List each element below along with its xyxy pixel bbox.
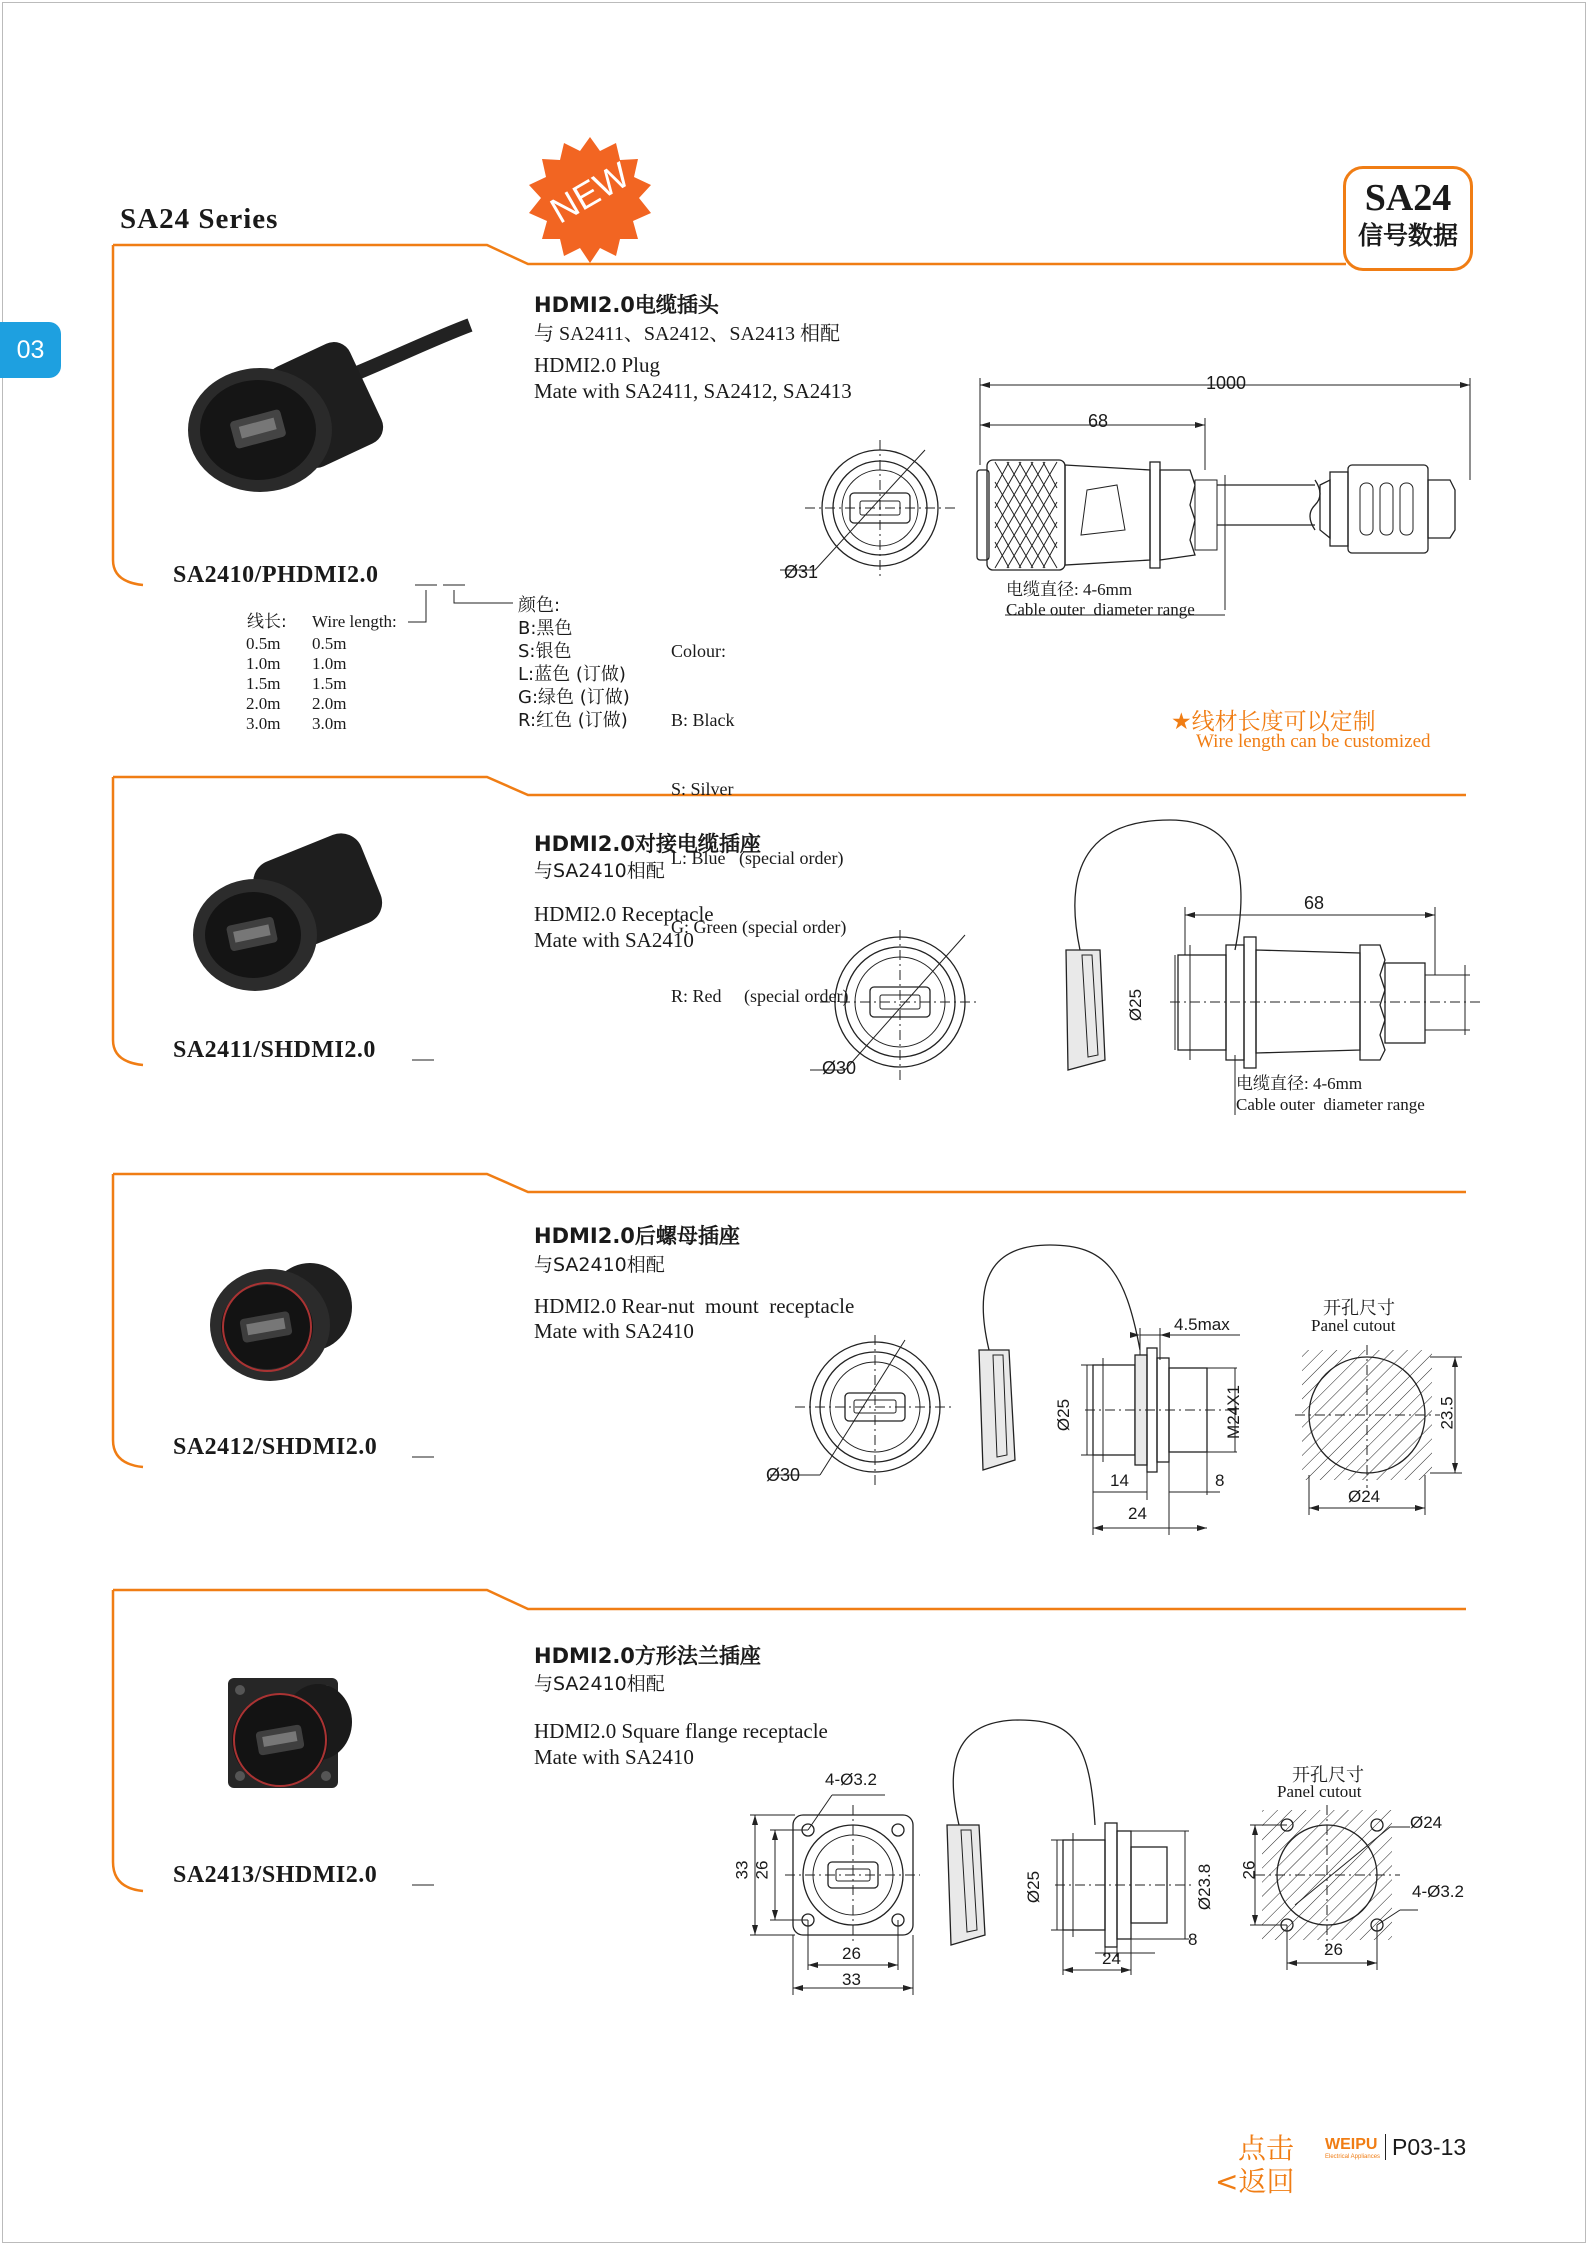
rear-nut-cutout-height: 23.5	[1437, 1396, 1457, 1430]
square-flange-model-code: SA2413/SHDMI2.0	[173, 1862, 378, 1888]
rear-nut-max: 4.5max	[1174, 1315, 1230, 1334]
square-flange-mate-cn: 与SA2410相配	[534, 1673, 665, 1695]
colour-label-en: Colour:	[671, 641, 727, 661]
plug-title-en: HDMI2.0 Plug	[534, 353, 661, 377]
rear-nut-cutout-diameter: Ø24	[1348, 1487, 1381, 1506]
list-item: 2.0m 2.0m	[246, 694, 347, 713]
receptacle-mate-cn: 与SA2410相配	[534, 860, 665, 882]
receptacle-cable-diameter-en: Cable outer diameter range	[1236, 1095, 1425, 1114]
rear-nut-dim-a: 14	[1110, 1471, 1129, 1490]
list-item: L:蓝色 (订做)	[518, 664, 626, 685]
receptacle-title-cn: HDMI2.0对接电缆插座	[534, 832, 761, 856]
square-flange-front-diameter: Ø23.8	[1195, 1863, 1215, 1911]
brand-subtitle: Electrical Appliances	[1325, 2154, 1381, 2160]
square-flange-outer-h: 33	[732, 1860, 752, 1880]
rear-nut-cutout-title-en: Panel cutout	[1311, 1316, 1396, 1335]
badge-model: SA24	[1364, 177, 1452, 219]
square-flange-inner-h: 26	[752, 1860, 772, 1880]
wire-length-label-cn: 线长:	[247, 612, 287, 632]
square-flange-mate-en: Mate with SA2410	[534, 1745, 694, 1769]
list-item: G: Green (special order)	[671, 917, 847, 937]
square-flange-inner-w: 26	[842, 1944, 861, 1963]
custom-length-note-cn: ★线材长度可以定制	[1171, 709, 1376, 735]
square-flange-cutout-title-cn: 开孔尺寸	[1292, 1765, 1364, 1786]
plug-mate-en: Mate with SA2411, SA2412, SA2413	[534, 379, 852, 403]
back-link-click[interactable]: 点击	[1238, 2132, 1295, 2165]
page-number: P03-13	[1392, 2134, 1467, 2160]
rear-nut-title-cn: HDMI2.0后螺母插座	[534, 1224, 740, 1248]
square-flange-cutout-width: 26	[1324, 1940, 1343, 1959]
plug-body-length: 68	[1088, 411, 1109, 431]
rear-nut-body-diameter: Ø25	[1054, 1398, 1074, 1432]
square-flange-dim-c: 24	[1102, 1949, 1121, 1968]
rear-nut-title-en: HDMI2.0 Rear-nut mount receptacle	[534, 1294, 855, 1318]
square-flange-title-en: HDMI2.0 Square flange receptacle	[534, 1719, 828, 1743]
square-flange-title-cn: HDMI2.0方形法兰插座	[534, 1644, 761, 1668]
square-flange-body-diameter: Ø25	[1024, 1870, 1044, 1904]
square-flange-dim-b: 8	[1188, 1930, 1198, 1949]
back-link-return[interactable]: <返回	[1215, 2165, 1295, 2198]
colour-label-cn: 颜色:	[518, 595, 561, 616]
series-title: SA24 Series	[120, 203, 279, 235]
list-item: 0.5m 0.5m	[246, 634, 347, 653]
plug-total-length: 1000	[1206, 373, 1247, 393]
plug-mate-cn: 与 SA2411、SA2412、SA2413 相配	[534, 323, 840, 345]
wire-length-label-en: Wire length:	[312, 612, 397, 631]
receptacle-cable-diameter-cn: 电缆直径: 4-6mm	[1236, 1074, 1363, 1093]
receptacle-model-code: SA2411/SHDMI2.0	[173, 1037, 376, 1063]
rear-nut-thread: M24X1	[1223, 1385, 1243, 1439]
plug-cable-diameter-cn: 电缆直径: 4-6mm	[1006, 580, 1133, 599]
receptacle-front-diameter: Ø30	[822, 1058, 857, 1078]
rear-nut-dim-b: 8	[1215, 1471, 1225, 1490]
list-item: B:黑色	[518, 618, 573, 639]
custom-length-note-en: Wire length can be customized	[1196, 731, 1431, 752]
section-tab[interactable]: 03	[0, 322, 61, 378]
square-flange-cutout-diameter: Ø24	[1410, 1813, 1443, 1832]
list-item: S:银色	[518, 641, 572, 662]
rear-nut-mate-en: Mate with SA2410	[534, 1319, 694, 1343]
square-flange-outer-w: 33	[842, 1970, 861, 1989]
receptacle-title-en: HDMI2.0 Receptacle	[534, 902, 714, 926]
new-label: NEW	[543, 153, 637, 232]
square-flange-cutout-holes: 4-Ø3.2	[1412, 1882, 1464, 1901]
receptacle-mate-en: Mate with SA2410	[534, 928, 694, 952]
rear-nut-front-diameter: Ø30	[766, 1465, 801, 1485]
plug-model-code: SA2410/PHDMI2.0	[173, 562, 379, 588]
list-item: S: Silver	[671, 779, 734, 799]
plug-diameter-label: Ø31	[784, 562, 819, 582]
list-item: R:红色 (订做)	[518, 710, 628, 731]
rear-nut-dim-c: 24	[1128, 1504, 1147, 1523]
list-item: 3.0m 3.0m	[246, 714, 347, 733]
receptacle-length: 68	[1304, 893, 1325, 913]
list-item: R: Red (special order)	[671, 986, 849, 1006]
footer-divider	[1385, 2134, 1386, 2160]
list-item: 1.5m 1.5m	[246, 674, 347, 693]
square-flange-holes: 4-Ø3.2	[825, 1770, 877, 1789]
square-flange-cutout-height: 26	[1239, 1860, 1259, 1880]
plug-cable-diameter-en: Cable outer diameter range	[1006, 600, 1195, 619]
square-flange-front-view	[740, 1780, 930, 2000]
list-item: L: Blue (special order)	[671, 848, 844, 868]
brand-logo: WEIPU	[1325, 2136, 1378, 2153]
rear-nut-cutout-title-cn: 开孔尺寸	[1323, 1298, 1395, 1319]
plug-title-cn: HDMI2.0电缆插头	[534, 293, 719, 317]
list-item: B: Black	[671, 710, 735, 730]
square-flange-cutout-title-en: Panel cutout	[1277, 1782, 1362, 1801]
badge-subtitle: 信号数据	[1357, 221, 1458, 250]
rear-nut-model-code: SA2412/SHDMI2.0	[173, 1434, 378, 1460]
list-item: 1.0m 1.0m	[246, 654, 347, 673]
list-item: G:绿色 (订做)	[518, 687, 630, 708]
rear-nut-mate-cn: 与SA2410相配	[534, 1254, 665, 1276]
receptacle-body-diameter: Ø25	[1126, 988, 1146, 1022]
